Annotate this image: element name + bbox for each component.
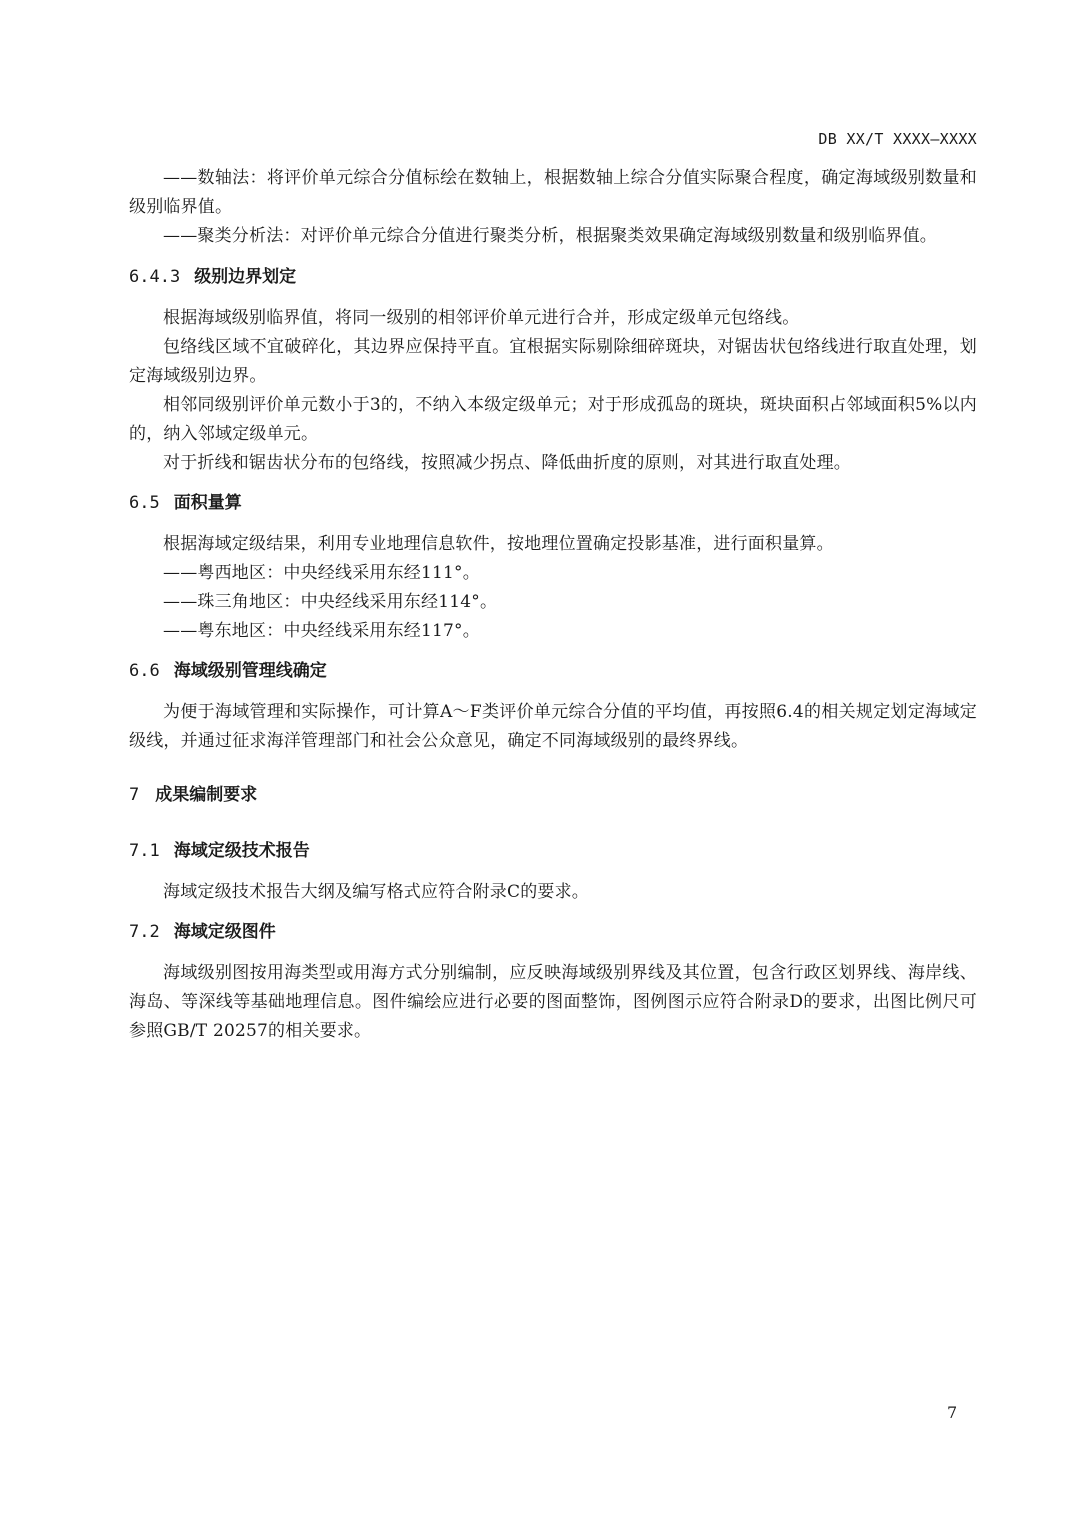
heading-6-6 (129, 658, 977, 684)
paragraph-71-1: 海域定级技术报告大纲及编写格式应符合附录C的要求。 (163, 882, 590, 902)
heading-7-2 (129, 919, 977, 945)
paragraph-65-4: ——粤东地区：中央经线采用东经117°。 (163, 621, 480, 641)
heading-number: 7.1 (129, 841, 160, 861)
paragraph-cluster-method: ——聚类分析法：对评价单元综合分值进行聚类分析，根据聚类效果确定海域级别数量和级别临界值。 (163, 226, 937, 246)
paragraph-66-1: 为便于海域管理和实际操作，可计算A～F类评价单元综合分值的平均值，再按照6.4的相关规定划定海域定级线，并通过征求海洋管理部门和社会公众意见，确定不同海域级别的最终界线。 (129, 702, 977, 751)
heading-number: 6.4.3 (129, 267, 181, 287)
heading-title: 面积量算 (173, 493, 242, 513)
heading-6-5 (129, 490, 977, 516)
heading-title: 级别边界划定 (194, 267, 297, 287)
paragraph-643-2: 包络线区域不宜破碎化，其边界应保持平直。宜根据实际剔除细碎斑块，对锯齿状包络线进行取直处理，划定海域级别边界。 (129, 337, 977, 386)
paragraph-72-1: 海域级别图按用海类型或用海方式分别编制，应反映海域级别界线及其位置，包含行政区划界线、海岸线、海岛、等深线等基础地理信息。图件编绘应进行必要的图面整饰，图例图示应符合附录D的要求，出图比例尺可参照GB/T 20257的相关要求。 (129, 963, 977, 1041)
paragraph-643-4: 对于折线和锯齿状分布的包络线，按照减少拐点、降低曲折度的原则，对其进行取直处理。 (163, 453, 851, 473)
heading-7-1 (129, 838, 977, 864)
paragraph-65-1: 根据海域定级结果，利用专业地理信息软件，按地理位置确定投影基准，进行面积量算。 (163, 534, 834, 554)
paragraph-643-1: 根据海域级别临界值，将同一级别的相邻评价单元进行合并，形成定级单元包络线。 (163, 308, 800, 328)
heading-6-4-3 (129, 264, 977, 290)
heading-7 (129, 782, 977, 808)
heading-title: 海域级别管理线确定 (173, 661, 327, 681)
paragraph-65-2: ——粤西地区：中央经线采用东经111°。 (163, 563, 480, 583)
paragraph-65-3: ——珠三角地区：中央经线采用东经114°。 (163, 592, 498, 612)
heading-number: 6.5 (129, 493, 160, 513)
paragraph-643-3: 相邻同级别评价单元数小于3的，不纳入本级定级单元；对于形成孤岛的斑块，斑块面积占邻域面积5%以内的，纳入邻域定级单元。 (129, 395, 977, 444)
document-code-header: DB XX/T XXXX—XXXX (818, 130, 977, 148)
page-number: 7 (947, 1403, 958, 1422)
paragraph-axis-method: ——数轴法：将评价单元综合分值标绘在数轴上，根据数轴上综合分值实际聚合程度，确定海域级别数量和级别临界值。 (129, 168, 977, 217)
heading-number: 6.6 (129, 661, 160, 681)
heading-title: 成果编制要求 (155, 785, 258, 805)
document-body (129, 164, 977, 1046)
heading-number: 7 (129, 785, 140, 805)
heading-number: 7.2 (129, 922, 160, 942)
heading-title: 海域定级技术报告 (173, 841, 310, 861)
heading-title: 海域定级图件 (173, 922, 276, 942)
